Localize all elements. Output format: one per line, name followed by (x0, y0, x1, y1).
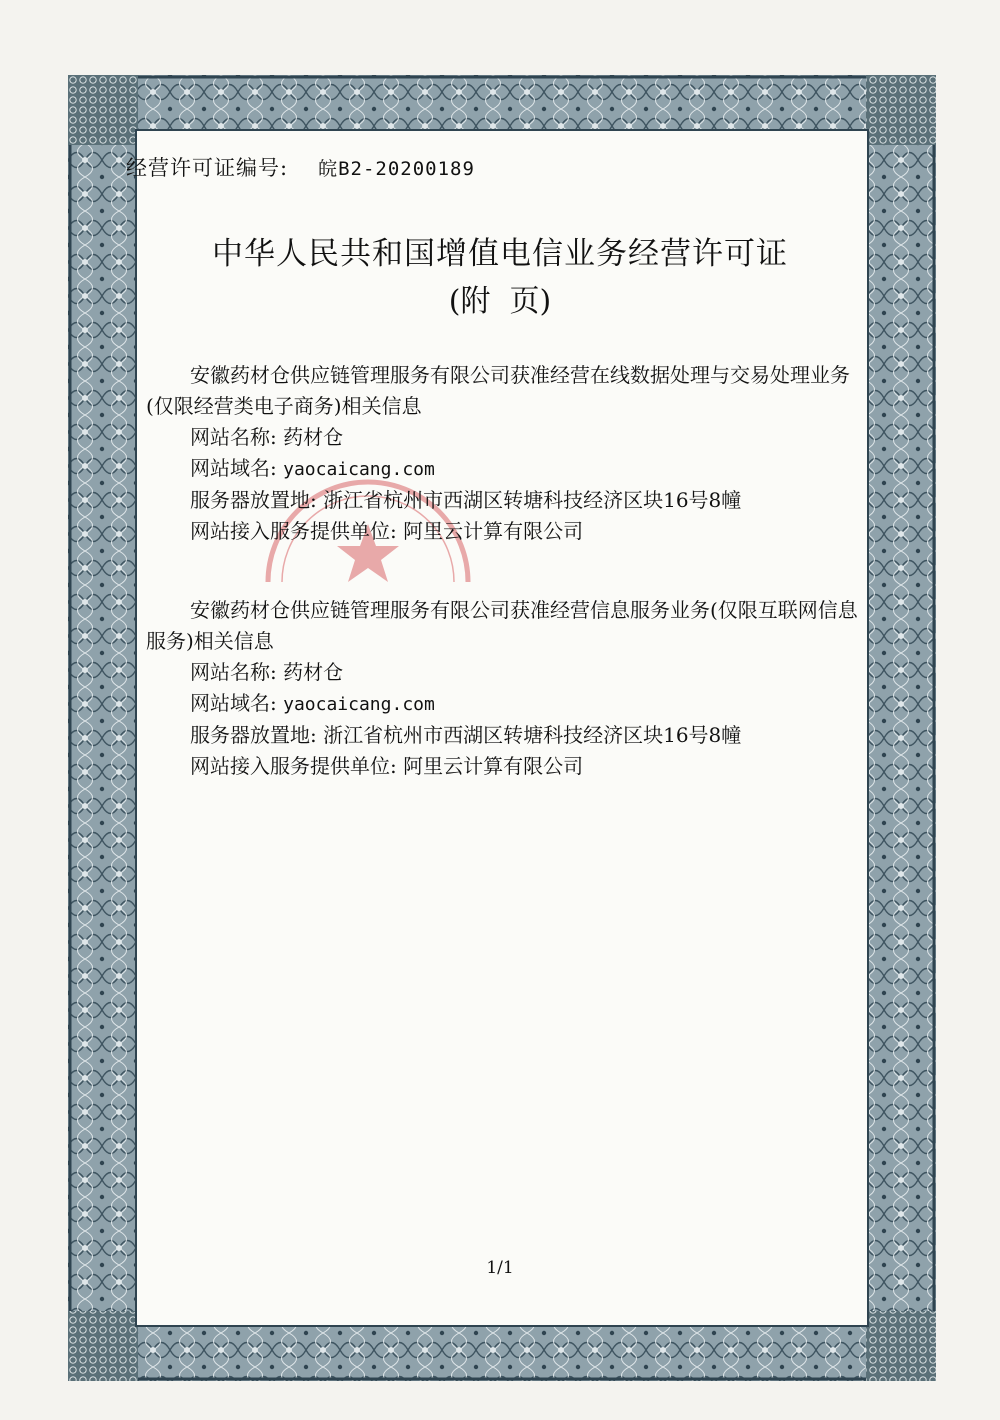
domain-label: 网站域名: (190, 456, 284, 480)
server-location: 服务器放置地: 浙江省杭州市西湖区转塘科技经济区块16号8幢 (190, 488, 742, 512)
domain-value: yaocaicang.com (283, 694, 435, 715)
permit-number: 皖B2-20200189 (318, 158, 475, 180)
permit-number-line (126, 152, 475, 182)
domain-value: yaocaicang.com (283, 459, 435, 480)
access-provider: 网站接入服务提供单位: 阿里云计算有限公司 (190, 519, 584, 543)
access-provider: 网站接入服务提供单位: 阿里云计算有限公司 (190, 754, 584, 778)
permit-number-label: 经营许可证编号: (126, 156, 289, 180)
business-section-1 (146, 360, 866, 547)
document-subtitle: (附 页) (448, 284, 552, 319)
server-location: 服务器放置地: 浙江省杭州市西湖区转塘科技经济区块16号8幢 (190, 723, 742, 747)
site-domain (146, 453, 866, 485)
site-name: 网站名称: 药材仓 (190, 660, 344, 684)
section-intro: 安徽药材仓供应链管理服务有限公司获准经营在线数据处理与交易处理业务(仅限经营类电子商务)相关信息 (146, 363, 850, 418)
site-domain (146, 688, 866, 720)
business-section-2 (146, 595, 866, 782)
document-title: 中华人民共和国增值电信业务经营许可证 (212, 236, 788, 272)
site-name: 网站名称: 药材仓 (190, 425, 344, 449)
section-intro: 安徽药材仓供应链管理服务有限公司获准经营信息服务业务(仅限互联网信息服务)相关信息 (146, 598, 858, 653)
domain-label: 网站域名: (190, 691, 284, 715)
page-number: 1/1 (486, 1258, 514, 1278)
